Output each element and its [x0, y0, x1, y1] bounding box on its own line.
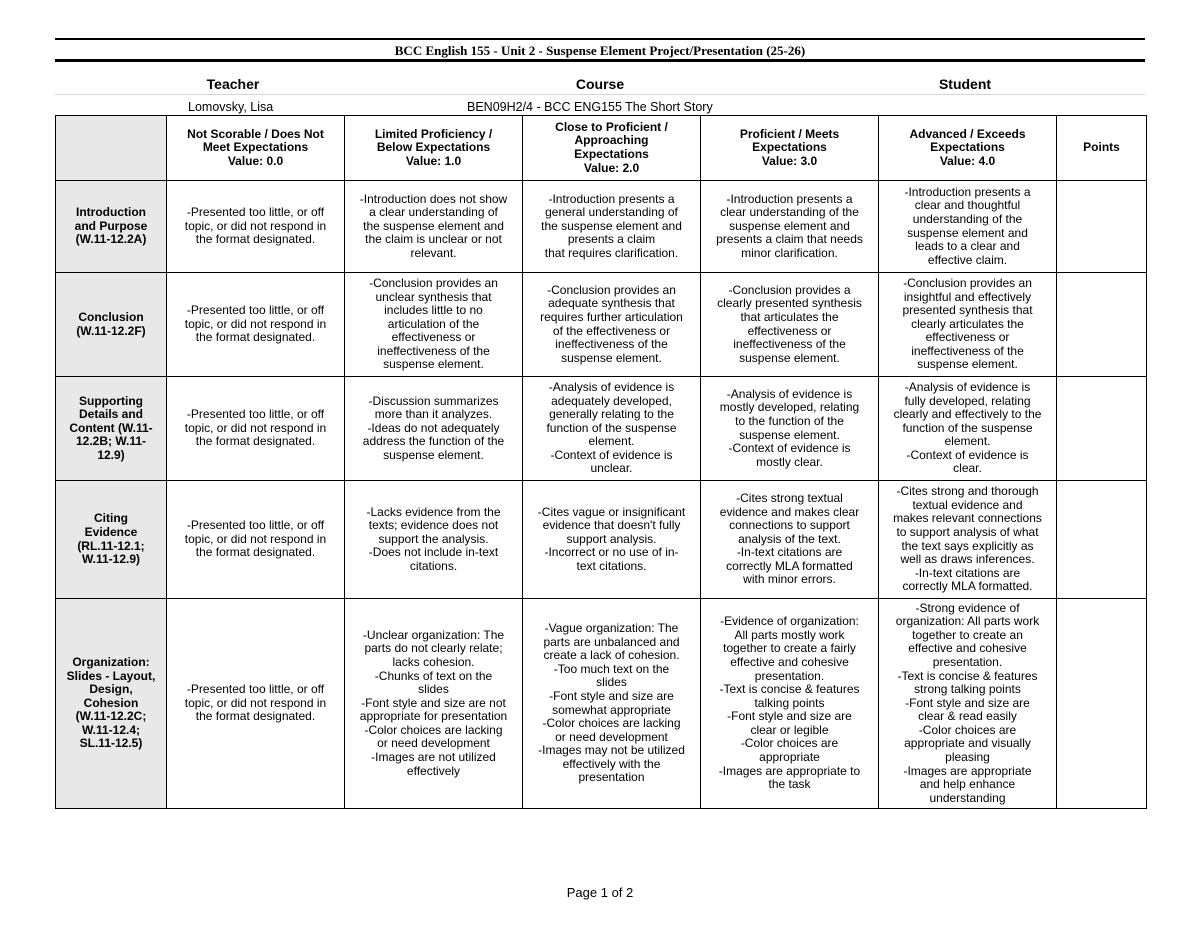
rubric-cell [345, 599, 523, 809]
cell-text-line: appropriate and visually [904, 736, 1031, 751]
cell-text-line: that articulates the [740, 309, 839, 324]
cell-text-line: of the effectiveness or [552, 323, 671, 338]
cell-text-line: -Conclusion provides an [369, 275, 498, 290]
cell-text-line: support analysis. [566, 531, 657, 546]
cell-text-line: the text says explicitly as [901, 538, 1034, 553]
cell-text-line: suspense element and [729, 218, 850, 233]
cell-text-line: (RL.11-12.1; [77, 538, 145, 553]
cell-text-line: (W.11-12.2F) [76, 323, 146, 338]
cell-text-line: -Text is concise & features [719, 682, 860, 697]
cell-text-line: -Context of evidence is [728, 441, 851, 456]
cell-text-line: Introduction [76, 205, 146, 220]
cell-text-line: -Presented too little, or off [186, 518, 325, 533]
course-value: BEN09H2/4 - BCC ENG155 The Short Story [467, 100, 713, 114]
cell-text-line: or need development [377, 736, 490, 751]
cell-text-line: ineffectiveness of the [555, 337, 668, 352]
teacher-label: Teacher [206, 76, 260, 92]
cell-text-line: Expectations [930, 140, 1005, 155]
cell-text-line: includes little to no [384, 303, 483, 318]
cell-text-line: somewhat appropriate [552, 702, 671, 717]
cell-text-line: Content (W.11- [69, 420, 153, 435]
rubric-cell [167, 481, 345, 599]
cell-text-line: the task [768, 777, 811, 792]
cell-text-line: address the function of the [362, 434, 505, 449]
rubric-row-supporting-details [56, 377, 1147, 481]
cell-text-line: clearly articulates the [911, 316, 1024, 331]
cell-text-line: Evidence [84, 524, 138, 539]
cell-text-line: correctly MLA formatted [726, 558, 853, 573]
cell-text-line: Organization: [72, 654, 150, 669]
cell-text-line: -Unclear organization: The [362, 627, 505, 642]
cell-text-line: topic, or did not respond in [184, 531, 327, 546]
cell-text-line: function of the suspense [902, 420, 1033, 435]
top-rule-thin [55, 38, 1145, 40]
rubric-cell [701, 181, 879, 273]
cell-text-line: fully developed, relating [904, 393, 1031, 408]
rubric-cell [523, 599, 701, 809]
cell-text-line: -Too much text on the [553, 661, 670, 676]
cell-text-line: -Analysis of evidence is [904, 379, 1031, 394]
cell-text-line: general understanding of [545, 205, 678, 220]
cell-text-line: the format designated. [195, 434, 316, 449]
cell-text-line: -Incorrect or no use of in- [544, 545, 679, 560]
cell-text-line: leads to a clear and [915, 239, 1020, 254]
cell-text-line: clear. [953, 461, 982, 476]
cell-text-line: support the analysis. [378, 531, 489, 546]
cell-text-line: -Font style and size are not [361, 695, 506, 710]
rubric-row-organization [56, 599, 1147, 809]
cell-text-line: All parts mostly work [734, 627, 845, 642]
cell-text-line: together to create a fairly [723, 641, 856, 656]
points-cell[interactable] [1057, 181, 1147, 273]
cell-text-line: minor clarification. [741, 245, 838, 260]
rubric-cell [345, 377, 523, 481]
rubric-cell [523, 481, 701, 599]
cell-text-line: -Conclusion provides a [728, 282, 851, 297]
cell-text-line: -In-text citations are [736, 545, 843, 560]
cell-text-line: W.11-12.4; [81, 722, 141, 737]
cell-text-line: Value: 4.0 [939, 153, 996, 168]
cell-text-line: clear or legible [750, 722, 829, 737]
cell-text-line: -Discussion summarizes [368, 393, 499, 408]
criterion-conclusion [56, 273, 167, 377]
cell-text-line: articulation of the [387, 316, 480, 331]
cell-text-line: textual evidence and [912, 497, 1023, 512]
rubric-cell [345, 481, 523, 599]
cell-text-line: -Cites vague or insignificant [537, 504, 686, 519]
cell-text-line: -Images are not utilized [371, 750, 496, 765]
cell-text-line: connections to support [729, 518, 850, 533]
cell-text-line: -Introduction presents a [726, 191, 853, 206]
cell-text-line: -Context of evidence is [906, 447, 1029, 462]
cell-text-line: Approaching [574, 133, 649, 148]
cell-text-line: -Color choices are [740, 736, 839, 751]
cell-text-line: presentation. [754, 668, 825, 683]
cell-text-line: suspense element and [907, 225, 1028, 240]
cell-text-line: understanding [929, 790, 1006, 805]
rubric-cell [701, 599, 879, 809]
header-level-3 [701, 116, 879, 181]
cell-text-line: Design, [89, 682, 133, 697]
rubric-header-row [56, 116, 1147, 181]
cell-text-line: appropriate [759, 750, 820, 765]
rubric-row-introduction [56, 181, 1147, 273]
cell-text-line: relevant. [410, 245, 457, 260]
cell-text-line: 12.2B; W.11- [75, 434, 147, 449]
cell-text-line: -Evidence of organization: [720, 614, 859, 629]
cell-text-line: the claim is unclear or not [365, 232, 502, 247]
criterion-organization [56, 599, 167, 809]
rubric-cell [167, 181, 345, 273]
cell-text-line: talking points [754, 695, 825, 710]
cell-text-line: suspense element. [561, 350, 662, 365]
cell-text-line: -Color choices are lacking [542, 716, 681, 731]
cell-text-line: organization: All parts work [895, 614, 1040, 629]
cell-text-line: slides [596, 675, 627, 690]
cell-text-line: the format designated. [195, 232, 316, 247]
cell-text-line: and Purpose [74, 218, 148, 233]
rubric-cell [523, 273, 701, 377]
rubric-row-conclusion [56, 273, 1147, 377]
cell-text-line: Limited Proficiency / [374, 126, 493, 141]
cell-text-line: effectiveness or [747, 323, 832, 338]
cell-text-line: -Presented too little, or off [186, 303, 325, 318]
cell-text-line: -Ideas do not adequately [367, 420, 500, 435]
cell-text-line: Below Expectations [376, 140, 491, 155]
rubric-cell [167, 273, 345, 377]
rubric-cell [523, 181, 701, 273]
cell-text-line: with minor errors. [743, 572, 836, 587]
cell-text-line: -Presented too little, or off [186, 682, 325, 697]
cell-text-line: a clear understanding of [369, 205, 498, 220]
cell-text-line: the format designated. [195, 545, 316, 560]
rubric-cell [701, 273, 879, 377]
student-label: Student [938, 76, 992, 92]
cell-text-line: -Conclusion provides an [903, 275, 1032, 290]
cell-text-line: create a lack of cohesion. [543, 648, 680, 663]
cell-text-line: clear understanding of the [720, 205, 859, 220]
cell-text-line: effectively [406, 763, 461, 778]
cell-text-line: presentation [578, 770, 645, 785]
header-level-1 [345, 116, 523, 181]
cell-text-line: Supporting [79, 393, 143, 408]
cell-text-line: Close to Proficient / [555, 119, 668, 134]
cell-text-line: presentation. [932, 654, 1003, 669]
cell-text-line: makes relevant connections [893, 511, 1042, 526]
cell-text-line: generally relating to the [549, 407, 674, 422]
cell-text-line: ineffectiveness of the [911, 343, 1024, 358]
cell-text-line: -Font style and size are [905, 695, 1030, 710]
cell-text-line: presents a claim that needs [716, 232, 863, 247]
rubric-row-citing-evidence [56, 481, 1147, 599]
cell-text-line: -Presented too little, or off [186, 407, 325, 422]
header-level-0 [167, 116, 345, 181]
cell-text-line: -Images are appropriate to [718, 763, 861, 778]
rubric-cell [879, 181, 1057, 273]
cell-text-line: ineffectiveness of the [733, 337, 846, 352]
cell-text-line: effective claim. [927, 252, 1008, 267]
points-cell[interactable] [1057, 377, 1147, 481]
cell-text-line: to support analysis of what [896, 524, 1039, 539]
cell-text-line: -Strong evidence of [915, 600, 1020, 615]
course-label: Course [575, 76, 625, 92]
cell-text-line: clearly and effectively to the [893, 407, 1042, 422]
cell-text-line: ineffectiveness of the [377, 343, 490, 358]
rubric-corner-cell [56, 116, 167, 181]
cell-text-line: element. [944, 434, 991, 449]
cell-text-line: effectiveness or [391, 330, 476, 345]
cell-text-line: evidence and makes clear [719, 504, 860, 519]
cell-text-line: topic, or did not respond in [184, 420, 327, 435]
cell-text-line: -Lacks evidence from the [366, 504, 501, 519]
cell-text-line: -Font style and size are [549, 688, 674, 703]
cell-text-line: unclear. [590, 461, 633, 476]
rubric-cell [879, 481, 1057, 599]
cell-text-line: analysis of the text. [738, 531, 841, 546]
rubric-cell [167, 599, 345, 809]
cell-text-line: lacks cohesion. [392, 654, 475, 669]
cell-text-line: suspense element. [917, 357, 1018, 372]
cell-text-line: -Introduction presents a [548, 191, 675, 206]
cell-text-line: element. [588, 434, 635, 449]
cell-text-line: 12.9) [97, 447, 125, 462]
header-level-4 [879, 116, 1057, 181]
cell-text-line: Details and [78, 407, 144, 422]
cell-text-line: the format designated. [195, 330, 316, 345]
cell-text-line: Citing [94, 511, 128, 526]
cell-text-line: Conclusion [78, 309, 144, 324]
cell-text-line: citations. [409, 558, 458, 573]
cell-text-line: -Color choices are [918, 722, 1017, 737]
cell-text-line: Points [1083, 140, 1120, 155]
cell-text-line: Expectations [752, 140, 827, 155]
cell-text-line: Expectations [574, 147, 649, 161]
cell-text-line: parts are unbalanced and [543, 634, 680, 649]
cell-text-line: clear and thoughtful [914, 198, 1021, 213]
cell-text-line: adequately developed, [551, 393, 672, 408]
cell-text-line: the suspense element and [541, 218, 682, 233]
cell-text-line: -Chunks of text on the [374, 668, 493, 683]
cell-text-line: SL.11-12.5) [79, 736, 143, 751]
cell-text-line: Not Scorable / Does Not [187, 126, 324, 141]
cell-text-line: -Images are appropriate [903, 763, 1032, 778]
points-cell[interactable] [1057, 599, 1147, 809]
points-cell[interactable] [1057, 481, 1147, 599]
cell-text-line: texts; evidence does not [368, 518, 499, 533]
cell-text-line: or need development [555, 729, 668, 744]
cell-text-line: -Conclusion provides an [547, 282, 676, 297]
criterion-supporting-details [56, 377, 167, 481]
cell-text-line: -Vague organization: The [544, 620, 679, 635]
cell-text-line: understanding of the [912, 211, 1023, 226]
cell-text-line: Value: 3.0 [761, 153, 818, 168]
cell-text-line: -Context of evidence is [550, 447, 673, 462]
rubric-cell [345, 181, 523, 273]
cell-text-line: evidence that doesn't fully [542, 518, 681, 533]
cell-text-line: function of the suspense [546, 420, 677, 435]
cell-text-line: -Introduction presents a [904, 184, 1031, 199]
rubric-cell [879, 377, 1057, 481]
cell-text-line: (W.11-12.2C; [75, 709, 147, 724]
rubric-cell [167, 377, 345, 481]
cell-text-line: topic, or did not respond in [184, 218, 327, 233]
cell-text-line: well as draws inferences. [900, 552, 1035, 567]
cell-text-line: -Cites strong textual [736, 490, 843, 505]
cell-text-line: slides [418, 682, 449, 697]
cell-text-line: effective and cohesive [908, 641, 1027, 656]
cell-text-line: -Does not include in-text [368, 545, 499, 560]
cell-text-line: text citations. [576, 558, 647, 573]
cell-text-line: Value: 2.0 [583, 160, 640, 175]
cell-text-line: presents a claim [567, 232, 656, 247]
cell-text-line: mostly developed, relating [719, 400, 860, 415]
rubric-cell [345, 273, 523, 377]
cell-text-line: topic, or did not respond in [184, 695, 327, 710]
cell-text-line: and help enhance [919, 777, 1016, 792]
cell-text-line: Slides - Layout, [66, 668, 156, 683]
cell-text-line: more than it analyzes. [374, 407, 493, 422]
cell-text-line: -Introduction does not show [359, 191, 508, 206]
cell-text-line: appropriate for presentation [359, 709, 508, 724]
cell-text-line: -Analysis of evidence is [548, 379, 675, 394]
rubric-cell [879, 273, 1057, 377]
cell-text-line: together to create an [912, 627, 1023, 642]
cell-text-line: mostly clear. [756, 454, 823, 469]
header-divider [55, 94, 1145, 95]
cell-text-line: -Analysis of evidence is [726, 386, 853, 401]
cell-text-line: that requires clarification. [544, 245, 679, 260]
criterion-introduction [56, 181, 167, 273]
cell-text-line: -Font style and size are [727, 709, 852, 724]
cell-text-line: clear & read easily [918, 709, 1017, 724]
cell-text-line: to the function of the [735, 413, 844, 428]
cell-text-line: adequate synthesis that [548, 296, 675, 311]
cell-text-line: -In-text citations are [914, 565, 1021, 580]
cell-text-line: strong talking points [914, 682, 1021, 697]
cell-text-line: clearly presented synthesis [717, 296, 862, 311]
cell-text-line: unclear synthesis that [375, 289, 492, 304]
cell-text-line: Advanced / Exceeds [909, 126, 1026, 141]
header-level-2 [523, 116, 701, 181]
cell-text-line: -Images may not be utilized [538, 743, 685, 758]
cell-text-line: topic, or did not respond in [184, 316, 327, 331]
cell-text-line: Proficient / Meets [739, 126, 840, 141]
rubric-table [55, 115, 1147, 809]
cell-text-line: presented synthesis that [902, 303, 1033, 318]
cell-text-line: effectively with the [562, 756, 661, 771]
cell-text-line: Meet Expectations [202, 140, 309, 155]
cell-text-line: -Presented too little, or off [186, 205, 325, 220]
cell-text-line: -Cites strong and thorough [896, 484, 1039, 499]
points-cell[interactable] [1057, 273, 1147, 377]
rubric-cell [879, 599, 1057, 809]
cell-text-line: correctly MLA formatted. [902, 579, 1033, 594]
cell-text-line: pleasing [945, 750, 990, 765]
rubric-cell [701, 481, 879, 599]
cell-text-line: (W.11-12.2A) [75, 232, 147, 247]
cell-text-line: W.11-12.9) [81, 552, 141, 567]
cell-text-line: insightful and effectively [903, 289, 1032, 304]
document-title: BCC English 155 - Unit 2 - Suspense Element Project/Presentation (25-26) [394, 43, 806, 58]
cell-text-line: effective and cohesive [730, 654, 849, 669]
cell-text-line: Value: 0.0 [227, 153, 284, 168]
cell-text-line: Value: 1.0 [405, 153, 462, 168]
cell-text-line: requires further articulation [540, 309, 683, 324]
cell-text-line: the suspense element and [363, 218, 504, 233]
criterion-citing-evidence [56, 481, 167, 599]
cell-text-line: the format designated. [195, 709, 316, 724]
rubric-cell [523, 377, 701, 481]
cell-text-line: Cohesion [83, 695, 139, 710]
cell-text-line: parts do not clearly relate; [364, 641, 503, 656]
top-rule-thick [55, 59, 1145, 62]
header-points [1057, 116, 1147, 181]
cell-text-line: suspense element. [739, 350, 840, 365]
cell-text-line: -Color choices are lacking [364, 722, 503, 737]
cell-text-line: suspense element. [383, 357, 484, 372]
cell-text-line: suspense element. [383, 447, 484, 462]
cell-text-line: effectiveness or [925, 330, 1010, 345]
rubric-cell [701, 377, 879, 481]
page-footer: Page 1 of 2 [566, 885, 634, 900]
cell-text-line: -Text is concise & features [897, 668, 1038, 683]
cell-text-line: suspense element. [739, 427, 840, 442]
teacher-value: Lomovsky, Lisa [188, 100, 274, 114]
